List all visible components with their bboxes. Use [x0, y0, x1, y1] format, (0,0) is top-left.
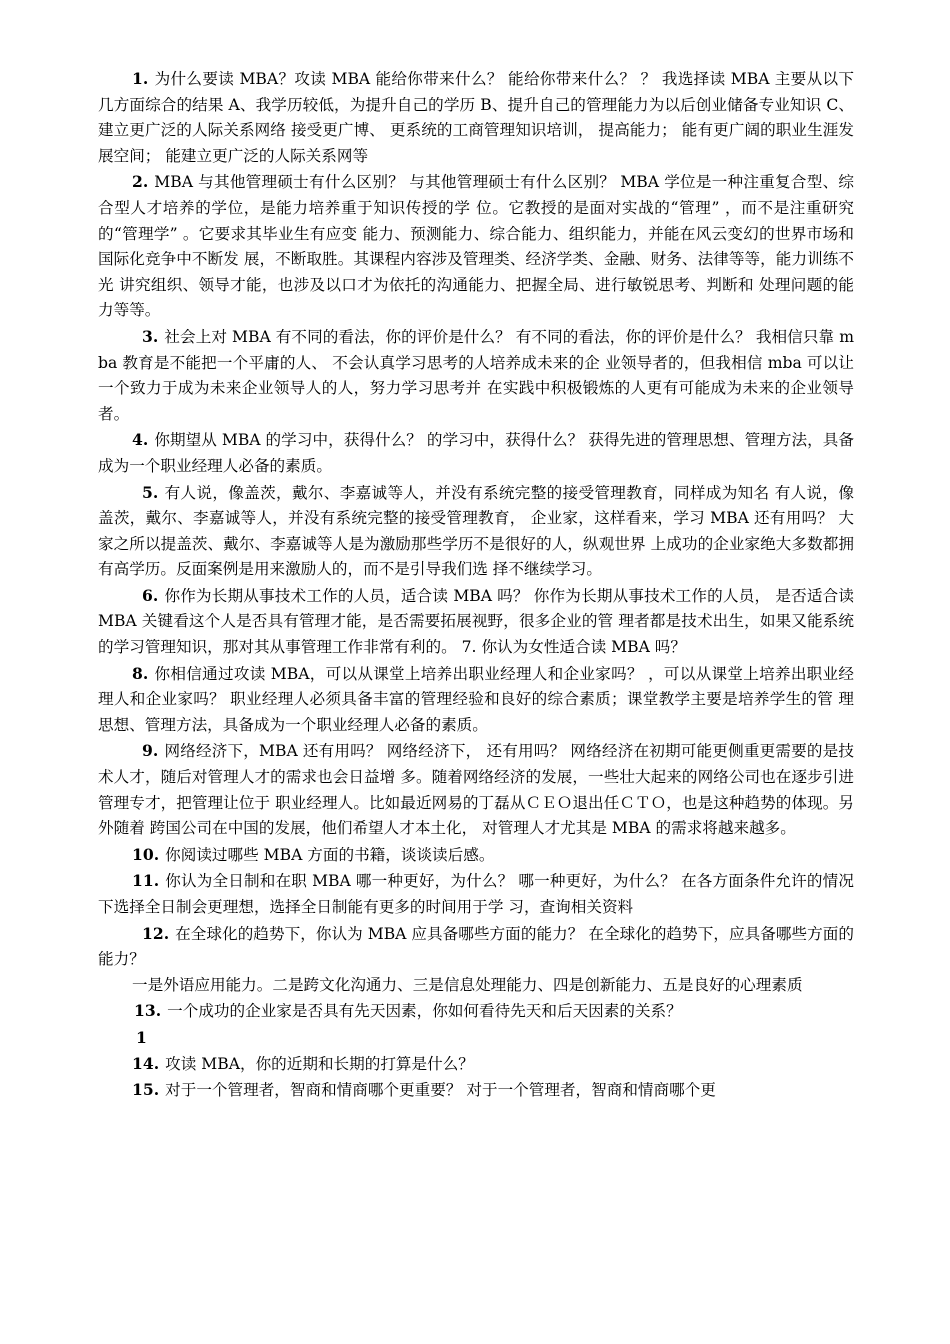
question-4	[98, 427, 854, 479]
question-number: 8.	[132, 663, 149, 683]
question-text: 社会上对 MBA 有不同的看法，你的评价是什么？ 有不同的看法，你的评价是什么？ 我相信只靠 mba 教育是不能把一个平庸的人、 不会认真学习思考的人培养成未来的企 业领导者的，但我相信 mba 可以让一个致力于成为未来企业领导人的人，努力学习思考并 在实践中积极锻炼的人更有可能成为未来的企业领导者。	[98, 327, 854, 423]
answer-12	[98, 973, 854, 999]
question-1	[98, 66, 854, 169]
question-text: 有人说，像盖茨，戴尔、李嘉诚等人，并没有系统完整的接受管理教育，同样成为知名 有人说，像盖茨，戴尔、李嘉诚等人，并没有系统完整的接受管理教育， 企业家，这样看来，学习 MBA 还有用吗？ 大家之所以提盖茨、戴尔、李嘉诚等人是为激励那些学历不是很好的人，纵观世界 上成功的企业家绝大多数都拥有高学历。反面案例是用来激励人的，而不是引导我们选 择不继续学习。	[98, 483, 854, 579]
question-text: 你阅读过哪些 MBA 方面的书籍，谈谈读后感。	[165, 845, 495, 864]
question-number: 10.	[132, 844, 160, 864]
question-12	[98, 921, 854, 973]
answer-text: 一是外语应用能力。二是跨文化沟通力、三是信息处理能力、四是创新能力、五是良好的心理素质	[132, 975, 803, 994]
question-number: 9.	[142, 741, 159, 761]
question-number: 14.	[132, 1053, 160, 1073]
question-10	[98, 842, 854, 869]
question-15	[98, 1077, 854, 1104]
question-3	[98, 324, 854, 427]
question-text: MBA 与其他管理硕士有什么区别？ 与其他管理硕士有什么区别？ MBA 学位是一种注重复合型、综合型人才培养的学位，是能力培养重于知识传授的学 位。它教授的是面对实战的“管理” ，而不是注重研究的“管理学” 。它要求其毕业生有应变 能力、预测能力、综合能力、组织能力，并能在风云变幻的世界市场和国际化竞争中不断发 展，不断取胜。其课程内容涉及管理类、经济学类、金融、财务、法律等等，能力训练不光 讲究组织、领导才能，也涉及以口才为依托的沟通能力、把握全局、进行敏锐思考、判断和 处理问题的能力等等。	[98, 173, 854, 320]
question-14	[98, 1051, 854, 1078]
question-8	[98, 661, 854, 739]
question-number: 3.	[142, 326, 159, 346]
question-number: 1.	[132, 69, 149, 88]
question-11	[98, 868, 854, 920]
question-13	[98, 998, 854, 1025]
question-number: 5.	[142, 482, 159, 502]
question-text: 你作为长期从事技术工作的人员，适合读 MBA 吗？ 你作为长期从事技术工作的人员， 是否适合读 MBA 关键看这个人是否具有管理才能，是否需要拓展视野，很多企业的管 理者都是技术出生，如果又能系统的学习管理知识，那对其从事管理工作非常有利的。 7. 你认为女性适合读 MBA 吗？	[98, 586, 854, 657]
question-number: 6.	[142, 585, 159, 605]
question-text: 在全球化的趋势下，你认为 MBA 应具备哪些方面的能力？ 在全球化的趋势下，应具备哪些方面的能力？	[98, 924, 854, 969]
question-text: 你期望从 MBA 的学习中，获得什么？ 的学习中，获得什么？ 获得先进的管理思想、管理方法，具备成为一个职业经理人必备的素质。	[98, 431, 854, 475]
question-number: 15.	[132, 1080, 160, 1100]
question-text: 你相信通过攻读 MBA，可以从课堂上培养出职业经理人和企业家吗？ ，可以从课堂上培养出职业经理人和企业家吗？ 职业经理人必须具备丰富的管理经验和良好的综合素质；课堂教学主要是培养学生的管 理思想、管理方法，具备成为一个职业经理人必备的素质。	[98, 664, 854, 734]
question-5	[98, 480, 854, 583]
question-text: 你认为全日制和在职 MBA 哪一种更好，为什么？ 哪一种更好，为什么？ 在各方面条件允许的情况下选择全日制会更理想，选择全日制能有更多的时间用于学 习，查询相关资料	[98, 872, 854, 916]
question-text: 攻读 MBA，你的近期和长期的打算是什么？	[165, 1054, 474, 1073]
question-6	[98, 583, 854, 661]
question-number: 13.	[134, 1001, 162, 1021]
page-number: 1	[136, 1027, 147, 1047]
question-number: 4.	[132, 430, 149, 450]
question-text: 为什么要读 MBA？攻读 MBA 能给你带来什么？ 能给你带来什么？ ？ 我选择读 MBA 主要从以下几方面综合的结果 A、我学历较低，为提升自己的学历 B、提升自己的管理能力为以后创业储备专业知识 C、建立更广泛的人际关系网络 接受更广博、 更系统的工商管理知识培训， 提高能力； 能有更广阔的职业生涯发展空间； 能建立更广泛的人际关系网等	[98, 70, 854, 165]
question-9	[98, 738, 854, 841]
question-text: 一个成功的企业家是否具有先天因素，你如何看待先天和后天因素的关系？	[167, 1002, 682, 1021]
question-number: 12.	[142, 923, 170, 943]
question-text: 网络经济下，MBA 还有用吗？ 网络经济下， 还有用吗？ 网络经济在初期可能更侧重更需要的是技术人才，随后对管理人才的需求也会日益增 多。随着网络经济的发展，一些壮大起来的网络公司也在逐步引进管理专才，把管理让位于 职业经理人。比如最近网易的丁磊从ＣＥＯ退出任ＣＴＯ，也是这种趋势的体现。另外随着 跨国公司在中国的发展，他们希望人才本土化， 对管理人才尤其是 MBA 的需求将越来越多。	[98, 742, 854, 838]
question-2	[98, 169, 854, 324]
question-text: 对于一个管理者，智商和情商哪个更重要？ 对于一个管理者，智商和情商哪个更	[165, 1081, 716, 1100]
question-number: 11.	[132, 871, 160, 891]
question-number: 2.	[132, 172, 149, 192]
